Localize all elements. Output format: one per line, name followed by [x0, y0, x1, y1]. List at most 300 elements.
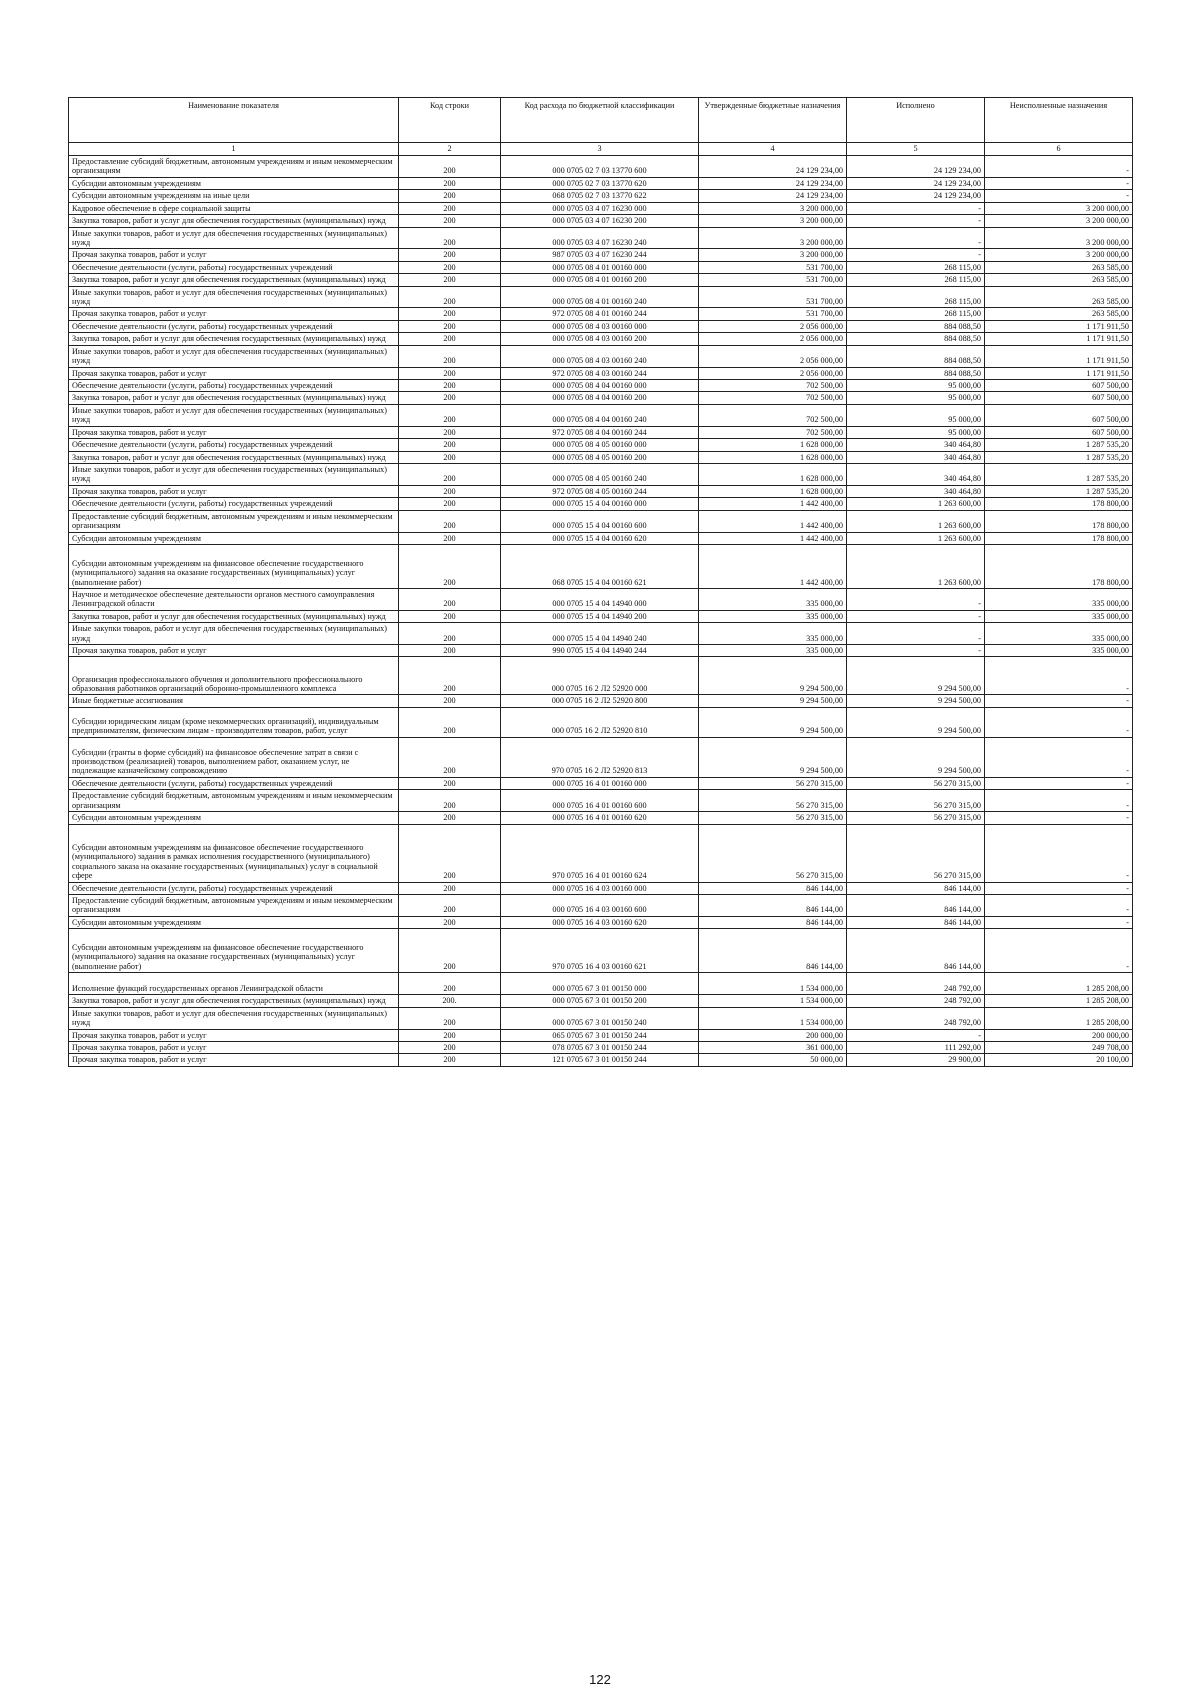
row-approved: 200 000,00 — [699, 1029, 847, 1041]
row-approved: 3 200 000,00 — [699, 202, 847, 214]
row-name: Субсидии автономным учреждениям на финансовое обеспечение государственного (муниципального) задания на оказание государственных (муниципальных) услуг (выполнение работ) — [69, 544, 399, 588]
row-name: Научное и методическое обеспечение деятельности органов местного самоуправления Ленинградской области — [69, 588, 399, 610]
row-approved: 335 000,00 — [699, 610, 847, 622]
row-approved: 846 144,00 — [699, 929, 847, 973]
row-name: Обеспечение деятельности (услуги, работы) государственных учреждений — [69, 439, 399, 451]
row-approved: 9 294 500,00 — [699, 657, 847, 695]
row-unexecuted: - — [985, 707, 1133, 737]
row-name: Организация профессионального обучения и дополнительного профессионального образования работников организаций оборонно-промышленного комплекса — [69, 657, 399, 695]
row-approved: 1 534 000,00 — [699, 1007, 847, 1029]
row-line-code: 200 — [399, 392, 501, 404]
row-name: Обеспечение деятельности (услуги, работы) государственных учреждений — [69, 261, 399, 273]
row-budget-code: 000 0705 15 4 04 14940 240 — [501, 623, 699, 645]
row-executed: 884 088,50 — [847, 367, 985, 379]
row-unexecuted: 3 200 000,00 — [985, 227, 1133, 249]
row-executed: - — [847, 1029, 985, 1041]
row-budget-code: 000 0705 16 2 Л2 52920 810 — [501, 707, 699, 737]
table-row — [69, 995, 1133, 1007]
header-indicator-name: Наименование показателя — [69, 98, 399, 143]
row-executed: 268 115,00 — [847, 308, 985, 320]
table-row — [69, 929, 1133, 973]
table-row — [69, 510, 1133, 532]
row-line-code: 200 — [399, 707, 501, 737]
row-budget-code: 000 0705 02 7 03 13770 620 — [501, 177, 699, 189]
row-approved: 2 056 000,00 — [699, 367, 847, 379]
row-executed: 24 129 234,00 — [847, 190, 985, 202]
row-executed: - — [847, 215, 985, 227]
row-line-code: 200 — [399, 645, 501, 657]
table-row — [69, 737, 1133, 777]
header-unexecuted: Неисполненные назначения — [985, 98, 1133, 143]
row-executed: 29 900,00 — [847, 1054, 985, 1066]
row-budget-code: 000 0705 02 7 03 13770 600 — [501, 156, 699, 178]
row-budget-code: 000 0705 15 4 04 14940 200 — [501, 610, 699, 622]
row-line-code: 200 — [399, 367, 501, 379]
row-name: Иные закупки товаров, работ и услуг для обеспечения государственных (муниципальных) нужд — [69, 345, 399, 367]
row-budget-code: 970 0705 16 4 01 00160 624 — [501, 824, 699, 882]
row-budget-code: 000 0705 16 2 Л2 52920 800 — [501, 695, 699, 707]
row-unexecuted: - — [985, 695, 1133, 707]
row-unexecuted: 3 200 000,00 — [985, 249, 1133, 261]
row-approved: 1 534 000,00 — [699, 973, 847, 995]
table-row — [69, 367, 1133, 379]
row-line-code: 200 — [399, 345, 501, 367]
row-executed: 56 270 315,00 — [847, 777, 985, 789]
header-budget-classification-code: Код расхода по бюджетной классификации — [501, 98, 699, 143]
header-approved: Утвержденные бюджетные назначения — [699, 98, 847, 143]
table-row — [69, 249, 1133, 261]
row-name: Прочая закупка товаров, работ и услуг — [69, 485, 399, 497]
row-unexecuted: 607 500,00 — [985, 404, 1133, 426]
row-approved: 1 628 000,00 — [699, 463, 847, 485]
row-name: Субсидии автономным учреждениям — [69, 916, 399, 928]
row-line-code: 200 — [399, 657, 501, 695]
table-row — [69, 215, 1133, 227]
row-name: Иные закупки товаров, работ и услуг для обеспечения государственных (муниципальных) нужд — [69, 404, 399, 426]
row-executed: 884 088,50 — [847, 320, 985, 332]
row-approved: 335 000,00 — [699, 645, 847, 657]
table-row — [69, 657, 1133, 695]
row-budget-code: 000 0705 67 3 01 00150 240 — [501, 1007, 699, 1029]
row-unexecuted: - — [985, 882, 1133, 894]
row-name: Иные бюджетные ассигнования — [69, 695, 399, 707]
row-line-code: 200 — [399, 156, 501, 178]
row-line-code: 200 — [399, 929, 501, 973]
row-budget-code: 000 0705 03 4 07 16230 240 — [501, 227, 699, 249]
row-line-code: 200 — [399, 544, 501, 588]
row-approved: 56 270 315,00 — [699, 812, 847, 824]
row-approved: 702 500,00 — [699, 380, 847, 392]
row-name: Предоставление субсидий бюджетным, автономным учреждениям и иным некоммерческим организациям — [69, 156, 399, 178]
row-approved: 335 000,00 — [699, 588, 847, 610]
row-unexecuted: 3 200 000,00 — [985, 202, 1133, 214]
row-approved: 3 200 000,00 — [699, 249, 847, 261]
table-row — [69, 177, 1133, 189]
row-executed: 56 270 315,00 — [847, 790, 985, 812]
row-line-code: 200 — [399, 532, 501, 544]
row-line-code: 200 — [399, 916, 501, 928]
row-line-code: 200 — [399, 404, 501, 426]
row-line-code: 200 — [399, 973, 501, 995]
row-budget-code: 970 0705 16 4 03 00160 621 — [501, 929, 699, 973]
row-line-code: 200 — [399, 380, 501, 392]
row-unexecuted: 607 500,00 — [985, 392, 1133, 404]
row-name: Иные закупки товаров, работ и услуг для обеспечения государственных (муниципальных) нужд — [69, 623, 399, 645]
table-row — [69, 695, 1133, 707]
row-line-code: 200 — [399, 1041, 501, 1053]
column-number: 3 — [501, 143, 699, 156]
row-approved: 9 294 500,00 — [699, 695, 847, 707]
row-line-code: 200 — [399, 463, 501, 485]
row-executed: 268 115,00 — [847, 274, 985, 286]
row-line-code: 200 — [399, 777, 501, 789]
table-row — [69, 451, 1133, 463]
row-line-code: 200 — [399, 320, 501, 332]
row-unexecuted: 335 000,00 — [985, 610, 1133, 622]
row-name: Субсидии автономным учреждениям на финансовое обеспечение государственного (муниципального) задания на оказание государственных (муниципальных) услуг (выполнение работ) — [69, 929, 399, 973]
row-unexecuted: 1 285 208,00 — [985, 995, 1133, 1007]
row-line-code: 200 — [399, 333, 501, 345]
row-approved: 2 056 000,00 — [699, 333, 847, 345]
row-executed: 1 263 600,00 — [847, 498, 985, 510]
row-approved: 702 500,00 — [699, 404, 847, 426]
row-budget-code: 000 0705 15 4 04 00160 000 — [501, 498, 699, 510]
table-row — [69, 588, 1133, 610]
row-line-code: 200 — [399, 790, 501, 812]
row-approved: 56 270 315,00 — [699, 790, 847, 812]
header-line-code: Код строки — [399, 98, 501, 143]
row-name: Исполнение функций государственных органов Ленинградской области — [69, 973, 399, 995]
row-name: Прочая закупка товаров, работ и услуг — [69, 249, 399, 261]
row-unexecuted: 1 287 535,20 — [985, 463, 1133, 485]
row-line-code: 200 — [399, 451, 501, 463]
row-budget-code: 000 0705 03 4 07 16230 200 — [501, 215, 699, 227]
table-row — [69, 645, 1133, 657]
row-line-code: 200 — [399, 249, 501, 261]
table-row — [69, 532, 1133, 544]
row-name: Субсидии (гранты в форме субсидий) на финансовое обеспечение затрат в связи с производством (реализацией) товаров, выполнением работ, оказанием услуг, не подлежащие казначейскому сопровождению — [69, 737, 399, 777]
row-name: Закупка товаров, работ и услуг для обеспечения государственных (муниципальных) нужд — [69, 610, 399, 622]
row-budget-code: 000 0705 16 4 03 00160 000 — [501, 882, 699, 894]
table-row — [69, 623, 1133, 645]
table-row — [69, 156, 1133, 178]
table-row — [69, 463, 1133, 485]
row-line-code: 200 — [399, 261, 501, 273]
table-row — [69, 777, 1133, 789]
row-line-code: 200 — [399, 202, 501, 214]
column-number: 4 — [699, 143, 847, 156]
row-approved: 846 144,00 — [699, 882, 847, 894]
table-row — [69, 286, 1133, 308]
row-unexecuted: 1 171 911,50 — [985, 367, 1133, 379]
row-name: Иные закупки товаров, работ и услуг для обеспечения государственных (муниципальных) нужд — [69, 463, 399, 485]
row-executed: - — [847, 610, 985, 622]
row-budget-code: 000 0705 15 4 04 14940 000 — [501, 588, 699, 610]
row-executed: 884 088,50 — [847, 333, 985, 345]
row-unexecuted: 335 000,00 — [985, 623, 1133, 645]
row-unexecuted: 263 585,00 — [985, 308, 1133, 320]
row-executed: - — [847, 623, 985, 645]
row-executed: 340 464,80 — [847, 439, 985, 451]
row-approved: 531 700,00 — [699, 261, 847, 273]
row-approved: 846 144,00 — [699, 916, 847, 928]
row-name: Закупка товаров, работ и услуг для обеспечения государственных (муниципальных) нужд — [69, 333, 399, 345]
table-row — [69, 812, 1133, 824]
row-name: Иные закупки товаров, работ и услуг для обеспечения государственных (муниципальных) нужд — [69, 1007, 399, 1029]
row-executed: 248 792,00 — [847, 995, 985, 1007]
row-budget-code: 000 0705 15 4 04 00160 620 — [501, 532, 699, 544]
row-executed: 9 294 500,00 — [847, 737, 985, 777]
row-budget-code: 000 0705 03 4 07 16230 000 — [501, 202, 699, 214]
row-approved: 531 700,00 — [699, 286, 847, 308]
row-executed: 846 144,00 — [847, 882, 985, 894]
table-row — [69, 610, 1133, 622]
row-budget-code: 000 0705 16 4 03 00160 620 — [501, 916, 699, 928]
row-approved: 1 442 400,00 — [699, 498, 847, 510]
row-executed: 846 144,00 — [847, 929, 985, 973]
row-line-code: 200 — [399, 498, 501, 510]
row-executed: 111 292,00 — [847, 1041, 985, 1053]
row-name: Иные закупки товаров, работ и услуг для обеспечения государственных (муниципальных) нужд — [69, 286, 399, 308]
row-approved: 56 270 315,00 — [699, 777, 847, 789]
row-line-code: 200 — [399, 274, 501, 286]
row-unexecuted: 1 171 911,50 — [985, 345, 1133, 367]
row-name: Обеспечение деятельности (услуги, работы) государственных учреждений — [69, 320, 399, 332]
row-budget-code: 000 0705 16 2 Л2 52920 000 — [501, 657, 699, 695]
row-line-code: 200 — [399, 623, 501, 645]
row-budget-code: 121 0705 67 3 01 00150 244 — [501, 1054, 699, 1066]
table-row — [69, 498, 1133, 510]
row-unexecuted: - — [985, 657, 1133, 695]
row-budget-code: 990 0705 15 4 04 14940 244 — [501, 645, 699, 657]
row-line-code: 200 — [399, 308, 501, 320]
row-approved: 1 442 400,00 — [699, 510, 847, 532]
row-budget-code: 987 0705 03 4 07 16230 244 — [501, 249, 699, 261]
row-line-code: 200 — [399, 190, 501, 202]
row-budget-code: 000 0705 08 4 04 00160 000 — [501, 380, 699, 392]
table-row — [69, 1041, 1133, 1053]
row-budget-code: 000 0705 16 4 01 00160 620 — [501, 812, 699, 824]
row-unexecuted: 607 500,00 — [985, 380, 1133, 392]
row-line-code: 200 — [399, 1007, 501, 1029]
row-approved: 9 294 500,00 — [699, 737, 847, 777]
row-approved: 1 628 000,00 — [699, 439, 847, 451]
row-approved: 24 129 234,00 — [699, 190, 847, 202]
row-budget-code: 000 0705 08 4 03 00160 200 — [501, 333, 699, 345]
row-line-code: 200 — [399, 1054, 501, 1066]
row-unexecuted: 200 000,00 — [985, 1029, 1133, 1041]
row-unexecuted: - — [985, 929, 1133, 973]
row-name: Предоставление субсидий бюджетным, автономным учреждениям и иным некоммерческим организациям — [69, 790, 399, 812]
row-approved: 56 270 315,00 — [699, 824, 847, 882]
table-row — [69, 1007, 1133, 1029]
table-row — [69, 404, 1133, 426]
table-row — [69, 380, 1133, 392]
row-budget-code: 000 0705 16 4 01 00160 600 — [501, 790, 699, 812]
row-executed: - — [847, 645, 985, 657]
row-name: Закупка товаров, работ и услуг для обеспечения государственных (муниципальных) нужд — [69, 392, 399, 404]
row-budget-code: 972 0705 08 4 03 00160 244 — [501, 367, 699, 379]
table-row — [69, 790, 1133, 812]
row-budget-code: 000 0705 08 4 04 00160 200 — [501, 392, 699, 404]
table-row — [69, 308, 1133, 320]
row-budget-code: 000 0705 16 4 03 00160 600 — [501, 894, 699, 916]
row-approved: 50 000,00 — [699, 1054, 847, 1066]
row-unexecuted: - — [985, 790, 1133, 812]
row-executed: 1 263 600,00 — [847, 510, 985, 532]
row-line-code: 200 — [399, 439, 501, 451]
row-name: Прочая закупка товаров, работ и услуг — [69, 1054, 399, 1066]
row-budget-code: 972 0705 08 4 01 00160 244 — [501, 308, 699, 320]
row-line-code: 200 — [399, 215, 501, 227]
row-line-code: 200 — [399, 227, 501, 249]
row-approved: 1 442 400,00 — [699, 544, 847, 588]
row-executed: 95 000,00 — [847, 392, 985, 404]
row-unexecuted: - — [985, 824, 1133, 882]
row-approved: 24 129 234,00 — [699, 177, 847, 189]
row-approved: 531 700,00 — [699, 274, 847, 286]
row-executed: 340 464,80 — [847, 463, 985, 485]
row-approved: 2 056 000,00 — [699, 320, 847, 332]
row-approved: 702 500,00 — [699, 392, 847, 404]
table-row — [69, 227, 1133, 249]
row-unexecuted: 178 800,00 — [985, 510, 1133, 532]
row-name: Прочая закупка товаров, работ и услуг — [69, 426, 399, 438]
row-approved: 361 000,00 — [699, 1041, 847, 1053]
row-budget-code: 970 0705 16 2 Л2 52920 813 — [501, 737, 699, 777]
table-row — [69, 190, 1133, 202]
row-name: Закупка товаров, работ и услуг для обеспечения государственных (муниципальных) нужд — [69, 451, 399, 463]
row-unexecuted: 263 585,00 — [985, 261, 1133, 273]
row-unexecuted: 335 000,00 — [985, 645, 1133, 657]
row-budget-code: 000 0705 08 4 05 00160 200 — [501, 451, 699, 463]
row-budget-code: 000 0705 08 4 01 00160 200 — [501, 274, 699, 286]
table-row — [69, 320, 1133, 332]
row-executed: 1 263 600,00 — [847, 544, 985, 588]
row-executed: 56 270 315,00 — [847, 824, 985, 882]
row-name: Субсидии автономным учреждениям — [69, 812, 399, 824]
row-unexecuted: 335 000,00 — [985, 588, 1133, 610]
row-name: Прочая закупка товаров, работ и услуг — [69, 1029, 399, 1041]
row-approved: 1 442 400,00 — [699, 532, 847, 544]
table-row — [69, 202, 1133, 214]
row-line-code: 200 — [399, 695, 501, 707]
table-body — [69, 156, 1133, 1067]
row-unexecuted: 1 287 535,20 — [985, 485, 1133, 497]
row-name: Субсидии юридическим лицам (кроме некоммерческих организаций), индивидуальным предпринимателям, физическим лицам - производителям товаров, работ, услуг — [69, 707, 399, 737]
row-budget-code: 000 0705 08 4 01 00160 240 — [501, 286, 699, 308]
row-line-code: 200 — [399, 286, 501, 308]
row-name: Прочая закупка товаров, работ и услуг — [69, 308, 399, 320]
row-name: Субсидии автономным учреждениям на финансовое обеспечение государственного (муниципального) задания в рамках исполнения государственного (муниципального) социального заказа на оказание государственных (муниципальных) услуг в социальной сфере — [69, 824, 399, 882]
row-budget-code: 068 0705 15 4 04 00160 621 — [501, 544, 699, 588]
row-approved: 846 144,00 — [699, 894, 847, 916]
row-executed: 56 270 315,00 — [847, 812, 985, 824]
row-executed: 248 792,00 — [847, 973, 985, 995]
row-name: Предоставление субсидий бюджетным, автономным учреждениям и иным некоммерческим организациям — [69, 510, 399, 532]
row-name: Прочая закупка товаров, работ и услуг — [69, 645, 399, 657]
row-budget-code: 000 0705 67 3 01 00150 200 — [501, 995, 699, 1007]
row-executed: 9 294 500,00 — [847, 695, 985, 707]
row-budget-code: 000 0705 08 4 05 00160 240 — [501, 463, 699, 485]
row-executed: 9 294 500,00 — [847, 707, 985, 737]
row-unexecuted: 1 287 535,20 — [985, 439, 1133, 451]
table-row — [69, 1054, 1133, 1066]
header-row — [69, 98, 1133, 143]
row-unexecuted: 263 585,00 — [985, 274, 1133, 286]
row-approved: 3 200 000,00 — [699, 215, 847, 227]
row-approved: 531 700,00 — [699, 308, 847, 320]
row-unexecuted: - — [985, 777, 1133, 789]
row-budget-code: 000 0705 16 4 01 00160 000 — [501, 777, 699, 789]
row-executed: 268 115,00 — [847, 261, 985, 273]
row-line-code: 200 — [399, 812, 501, 824]
budget-execution-table — [68, 97, 1133, 1067]
row-name: Предоставление субсидий бюджетным, автономным учреждениям и иным некоммерческим организациям — [69, 894, 399, 916]
row-unexecuted: 263 585,00 — [985, 286, 1133, 308]
row-line-code: 200. — [399, 995, 501, 1007]
table-row — [69, 485, 1133, 497]
column-number: 6 — [985, 143, 1133, 156]
row-line-code: 200 — [399, 510, 501, 532]
row-executed: 846 144,00 — [847, 916, 985, 928]
row-name: Субсидии автономным учреждениям — [69, 532, 399, 544]
row-budget-code: 000 0705 08 4 03 00160 240 — [501, 345, 699, 367]
header-executed: Исполнено — [847, 98, 985, 143]
row-unexecuted: 1 171 911,50 — [985, 333, 1133, 345]
row-budget-code: 000 0705 15 4 04 00160 600 — [501, 510, 699, 532]
column-number: 2 — [399, 143, 501, 156]
table-row — [69, 426, 1133, 438]
row-approved: 335 000,00 — [699, 623, 847, 645]
table-row — [69, 274, 1133, 286]
row-unexecuted: - — [985, 190, 1133, 202]
row-unexecuted: 249 708,00 — [985, 1041, 1133, 1053]
row-line-code: 200 — [399, 882, 501, 894]
row-line-code: 200 — [399, 824, 501, 882]
table-row — [69, 333, 1133, 345]
row-unexecuted: - — [985, 156, 1133, 178]
row-executed: 846 144,00 — [847, 894, 985, 916]
row-name: Закупка товаров, работ и услуг для обеспечения государственных (муниципальных) нужд — [69, 995, 399, 1007]
row-executed: 95 000,00 — [847, 404, 985, 426]
row-unexecuted: 178 800,00 — [985, 532, 1133, 544]
row-budget-code: 000 0705 08 4 01 00160 000 — [501, 261, 699, 273]
row-approved: 2 056 000,00 — [699, 345, 847, 367]
row-budget-code: 078 0705 67 3 01 00150 244 — [501, 1041, 699, 1053]
row-name: Субсидии автономным учреждениям на иные цели — [69, 190, 399, 202]
row-executed: 340 464,80 — [847, 485, 985, 497]
row-line-code: 200 — [399, 894, 501, 916]
page-number: 122 — [589, 1672, 611, 1687]
table-row — [69, 261, 1133, 273]
row-name: Субсидии автономным учреждениям — [69, 177, 399, 189]
row-executed: 884 088,50 — [847, 345, 985, 367]
row-budget-code: 000 0705 08 4 03 00160 000 — [501, 320, 699, 332]
row-line-code: 200 — [399, 426, 501, 438]
row-budget-code: 000 0705 08 4 04 00160 240 — [501, 404, 699, 426]
row-executed: 95 000,00 — [847, 426, 985, 438]
table-row — [69, 894, 1133, 916]
row-budget-code: 972 0705 08 4 05 00160 244 — [501, 485, 699, 497]
row-unexecuted: 1 287 535,20 — [985, 451, 1133, 463]
row-approved: 9 294 500,00 — [699, 707, 847, 737]
row-executed: - — [847, 202, 985, 214]
table-row — [69, 824, 1133, 882]
row-unexecuted: 178 800,00 — [985, 544, 1133, 588]
row-executed: 248 792,00 — [847, 1007, 985, 1029]
row-approved: 1 628 000,00 — [699, 451, 847, 463]
